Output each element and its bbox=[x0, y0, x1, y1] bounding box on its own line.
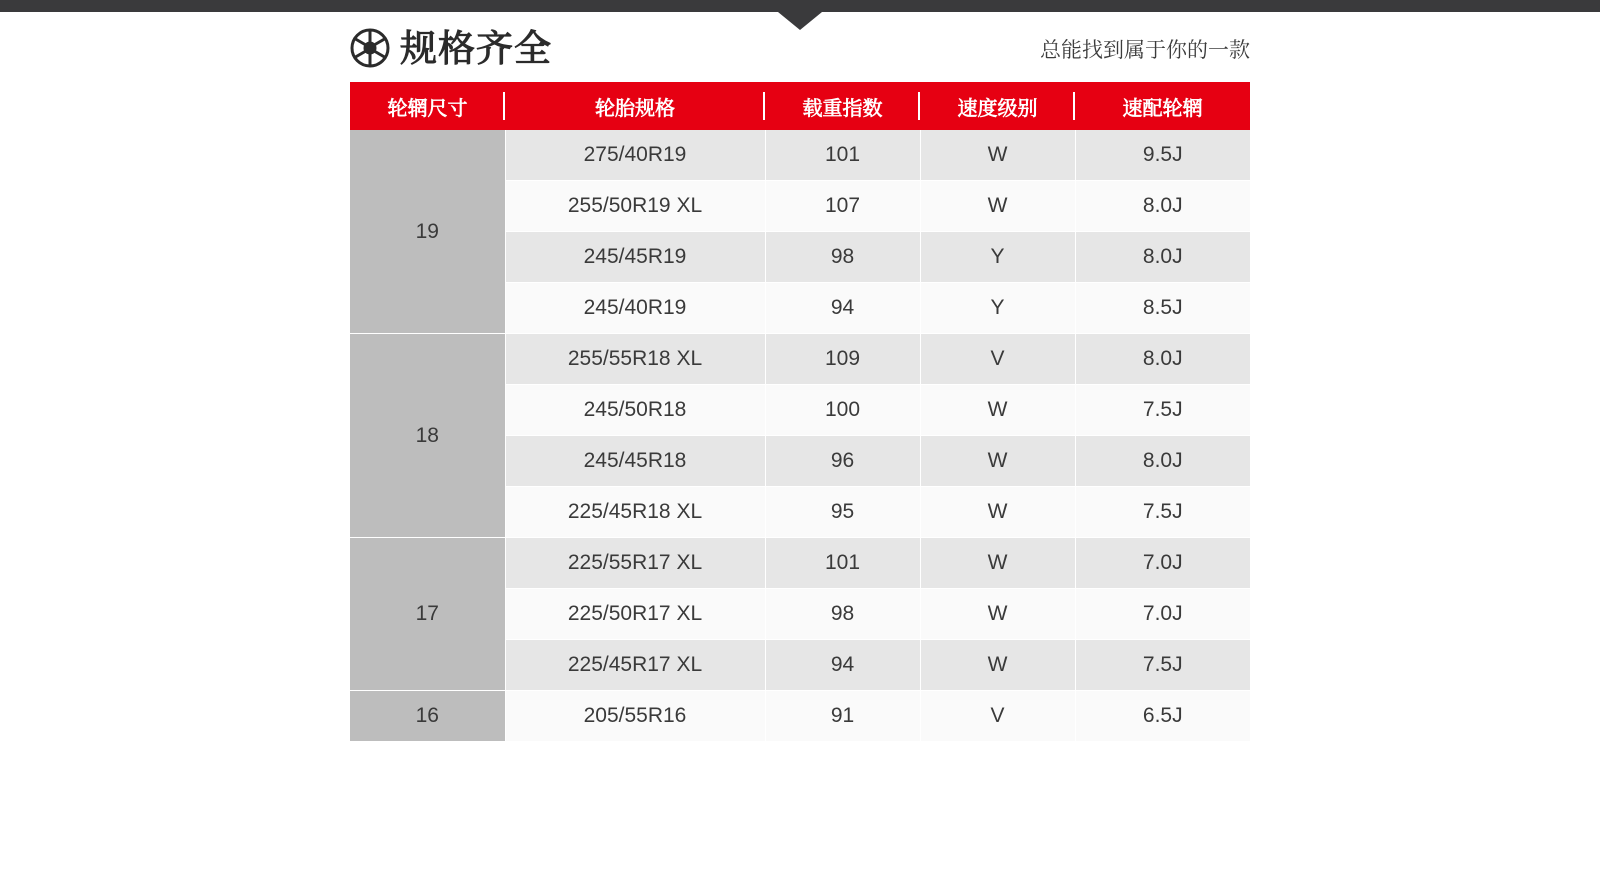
column-header-load-index bbox=[765, 82, 920, 130]
tire-spec-cell: 255/50R19 XL bbox=[505, 181, 765, 232]
tire-spec-cell: 225/55R17 XL bbox=[505, 538, 765, 589]
table-header bbox=[350, 82, 1250, 130]
tire-spec-cell: 225/50R17 XL bbox=[505, 589, 765, 640]
matching-rim-cell: 8.0J bbox=[1075, 334, 1250, 385]
column-header-tire-spec bbox=[505, 82, 765, 130]
load-index-cell: 109 bbox=[765, 334, 920, 385]
load-index-cell: 101 bbox=[765, 130, 920, 181]
speed-rating-cell: W bbox=[920, 589, 1075, 640]
tire-spec-table bbox=[350, 82, 1250, 742]
matching-rim-cell: 6.5J bbox=[1075, 691, 1250, 742]
table-row bbox=[350, 538, 1250, 589]
matching-rim-cell: 7.5J bbox=[1075, 487, 1250, 538]
page-subtitle: 总能找到属于你的一款 bbox=[1040, 39, 1250, 62]
tire-spec-cell: 245/45R19 bbox=[505, 232, 765, 283]
matching-rim-cell: 7.0J bbox=[1075, 589, 1250, 640]
load-index-cell: 98 bbox=[765, 589, 920, 640]
table-row bbox=[350, 334, 1250, 385]
column-header-load-index-label: 载重指数 bbox=[802, 97, 883, 120]
matching-rim-cell: 8.5J bbox=[1075, 283, 1250, 334]
speed-rating-cell: W bbox=[920, 181, 1075, 232]
tire-spec-cell: 205/55R16 bbox=[505, 691, 765, 742]
rim-group-cell: 19 bbox=[350, 130, 505, 334]
column-header-matching-rim bbox=[1075, 82, 1250, 130]
speed-rating-cell: W bbox=[920, 385, 1075, 436]
tire-spec-cell: 245/50R18 bbox=[505, 385, 765, 436]
column-header-rim-size bbox=[350, 82, 505, 130]
load-index-cell: 96 bbox=[765, 436, 920, 487]
matching-rim-cell: 8.0J bbox=[1075, 436, 1250, 487]
rim-group-cell: 17 bbox=[350, 538, 505, 691]
tire-spec-cell: 275/40R19 bbox=[505, 130, 765, 181]
load-index-cell: 101 bbox=[765, 538, 920, 589]
column-header-speed-rating bbox=[920, 82, 1075, 130]
speed-rating-cell: W bbox=[920, 640, 1075, 691]
matching-rim-cell: 8.0J bbox=[1075, 181, 1250, 232]
speed-rating-cell: Y bbox=[920, 232, 1075, 283]
speed-rating-cell: W bbox=[920, 487, 1075, 538]
tire-spec-cell: 245/40R19 bbox=[505, 283, 765, 334]
load-index-cell: 95 bbox=[765, 487, 920, 538]
load-index-cell: 107 bbox=[765, 181, 920, 232]
rim-group-cell: 16 bbox=[350, 691, 505, 742]
table-row bbox=[350, 691, 1250, 742]
column-header-speed-rating-label: 速度级别 bbox=[957, 97, 1038, 120]
matching-rim-cell: 9.5J bbox=[1075, 130, 1250, 181]
column-header-rim-size-label: 轮辋尺寸 bbox=[387, 97, 468, 120]
load-index-cell: 91 bbox=[765, 691, 920, 742]
table-row bbox=[350, 130, 1250, 181]
headline-left bbox=[350, 28, 552, 68]
rim-group-cell: 18 bbox=[350, 334, 505, 538]
speed-rating-cell: W bbox=[920, 538, 1075, 589]
section-headline bbox=[350, 28, 1250, 68]
speed-rating-cell: W bbox=[920, 436, 1075, 487]
matching-rim-cell: 8.0J bbox=[1075, 232, 1250, 283]
speed-rating-cell: Y bbox=[920, 283, 1075, 334]
tire-spec-cell: 225/45R18 XL bbox=[505, 487, 765, 538]
column-header-tire-spec-label: 轮胎规格 bbox=[595, 97, 675, 120]
matching-rim-cell: 7.5J bbox=[1075, 640, 1250, 691]
tire-spec-cell: 225/45R17 XL bbox=[505, 640, 765, 691]
matching-rim-cell: 7.5J bbox=[1075, 385, 1250, 436]
load-index-cell: 100 bbox=[765, 385, 920, 436]
load-index-cell: 98 bbox=[765, 232, 920, 283]
page-title: 规格齐全 bbox=[400, 27, 552, 69]
speed-rating-cell: W bbox=[920, 130, 1075, 181]
wheel-icon bbox=[350, 28, 390, 68]
speed-rating-cell: V bbox=[920, 334, 1075, 385]
matching-rim-cell: 7.0J bbox=[1075, 538, 1250, 589]
top-decorative-bar bbox=[0, 0, 1600, 12]
load-index-cell: 94 bbox=[765, 283, 920, 334]
column-header-matching-rim-label: 速配轮辋 bbox=[1122, 97, 1203, 120]
spec-section bbox=[350, 28, 1250, 742]
speed-rating-cell: V bbox=[920, 691, 1075, 742]
tire-spec-cell: 245/45R18 bbox=[505, 436, 765, 487]
load-index-cell: 94 bbox=[765, 640, 920, 691]
table-header-row bbox=[350, 82, 1250, 130]
tire-spec-cell: 255/55R18 XL bbox=[505, 334, 765, 385]
table-body bbox=[350, 130, 1250, 742]
